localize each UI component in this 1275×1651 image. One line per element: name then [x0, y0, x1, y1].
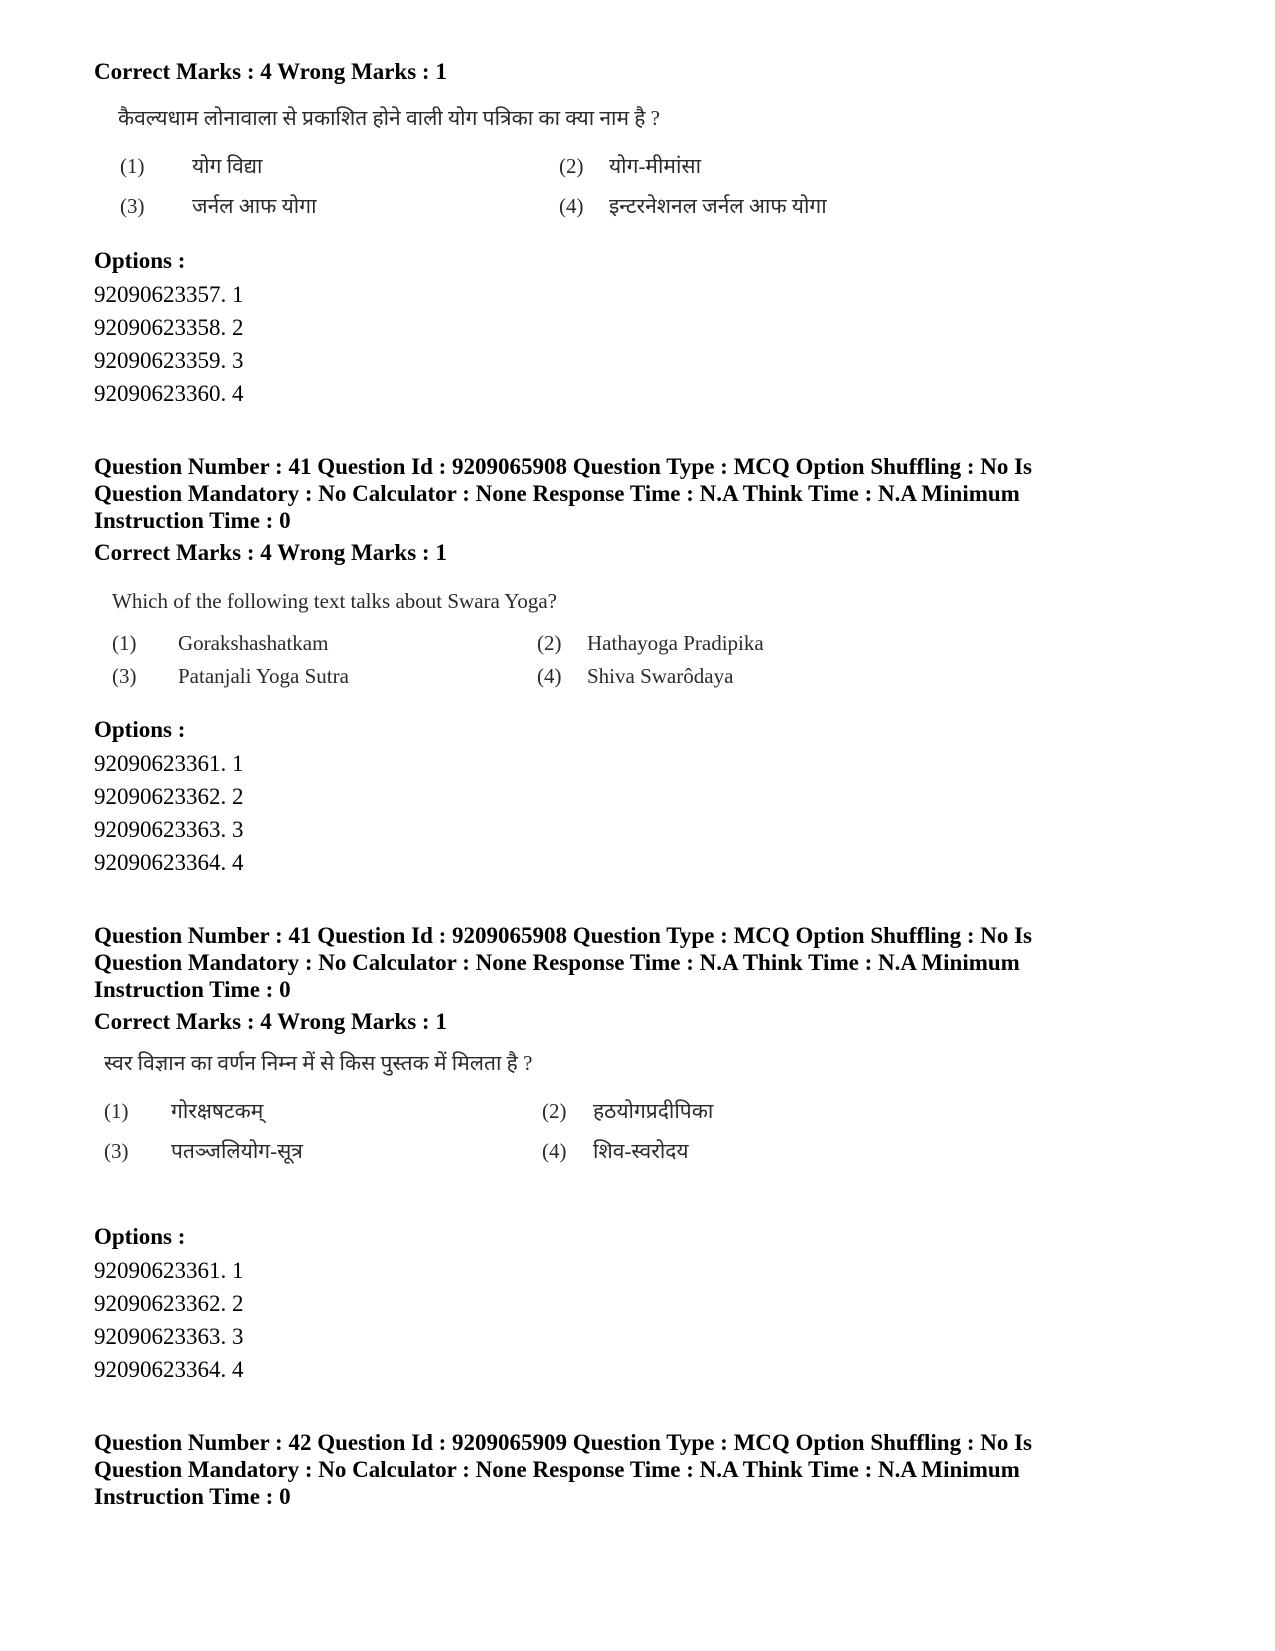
- choice-2: (2) योग-मीमांसा: [559, 154, 702, 178]
- question-image: [94, 100, 994, 230]
- header-line: Instruction Time : 0: [94, 977, 291, 1002]
- question-image: [94, 585, 994, 695]
- header-line: Question Mandatory : No Calculator : None Response Time : N.A Think Time : N.A Minimum: [94, 481, 1020, 506]
- header-line: Instruction Time : 0: [94, 508, 291, 533]
- marks-line: Correct Marks : 4 Wrong Marks : 1: [94, 540, 447, 565]
- option-item: 92090623362. 2: [94, 1291, 244, 1316]
- choice-3: (3) पतञ्जलियोग-सूत्र: [104, 1139, 303, 1163]
- header-line: Instruction Time : 0: [94, 1484, 291, 1509]
- option-item: 92090623363. 3: [94, 1324, 244, 1349]
- question-text: Which of the following text talks about Swara Yoga?: [112, 589, 557, 613]
- question-image: [94, 1045, 994, 1175]
- header-line: Question Mandatory : No Calculator : None Response Time : N.A Think Time : N.A Minimum: [94, 950, 1020, 975]
- options-title: Options :: [94, 717, 186, 742]
- option-item: 92090623364. 4: [94, 1357, 244, 1382]
- choice-4: (4) शिव-स्वरोदय: [542, 1139, 689, 1163]
- header-line: Question Number : 41 Question Id : 9209065908 Question Type : MCQ Option Shuffling : No Is: [94, 454, 1033, 479]
- choice-1: (1) Gorakshashatkam: [112, 631, 329, 655]
- marks-line: Correct Marks : 4 Wrong Marks : 1: [94, 1009, 447, 1034]
- choice-3: (3) जर्नल आफ योगा: [120, 194, 317, 218]
- options-list: [94, 747, 244, 879]
- options-list: [94, 1254, 244, 1386]
- option-item: 92090623362. 2: [94, 784, 244, 809]
- question-text: स्वर विज्ञान का वर्णन निम्न में से किस पुस्तक में मिलता है ?: [104, 1051, 533, 1075]
- options-title: Options :: [94, 248, 186, 273]
- header-line: Question Number : 42 Question Id : 9209065909 Question Type : MCQ Option Shuffling : No Is: [94, 1430, 1033, 1455]
- choice-2: (2) हठयोगप्रदीपिका: [542, 1099, 714, 1123]
- choice-4: (4) इन्टरनेशनल जर्नल आफ योगा: [559, 194, 827, 218]
- choice-1: (1) गोरक्षषटकम्: [104, 1099, 264, 1123]
- options-list: [94, 278, 244, 410]
- choice-4: (4) Shiva Swarôdaya: [537, 664, 734, 688]
- option-item: 92090623357. 1: [94, 282, 244, 307]
- option-item: 92090623364. 4: [94, 850, 244, 875]
- question-header: [94, 1429, 1032, 1510]
- option-item: 92090623363. 3: [94, 817, 244, 842]
- question-header: [94, 922, 1032, 1003]
- option-item: 92090623361. 1: [94, 1258, 244, 1283]
- option-item: 92090623359. 3: [94, 348, 244, 373]
- options-title: Options :: [94, 1224, 186, 1249]
- choice-2: (2) Hathayoga Pradipika: [537, 631, 764, 655]
- option-item: 92090623360. 4: [94, 381, 244, 406]
- choice-1: (1) योग विद्या: [120, 154, 263, 178]
- option-item: 92090623361. 1: [94, 751, 244, 776]
- option-item: 92090623358. 2: [94, 315, 244, 340]
- header-line: Question Number : 41 Question Id : 9209065908 Question Type : MCQ Option Shuffling : No Is: [94, 923, 1033, 948]
- marks-line: Correct Marks : 4 Wrong Marks : 1: [94, 59, 447, 84]
- header-line: Question Mandatory : No Calculator : None Response Time : N.A Think Time : N.A Minimum: [94, 1457, 1020, 1482]
- choice-3: (3) Patanjali Yoga Sutra: [112, 664, 349, 688]
- question-text: कैवल्यधाम लोनावाला से प्रकाशित होने वाली योग पत्रिका का क्या नाम है ?: [118, 106, 661, 130]
- question-header: [94, 453, 1032, 534]
